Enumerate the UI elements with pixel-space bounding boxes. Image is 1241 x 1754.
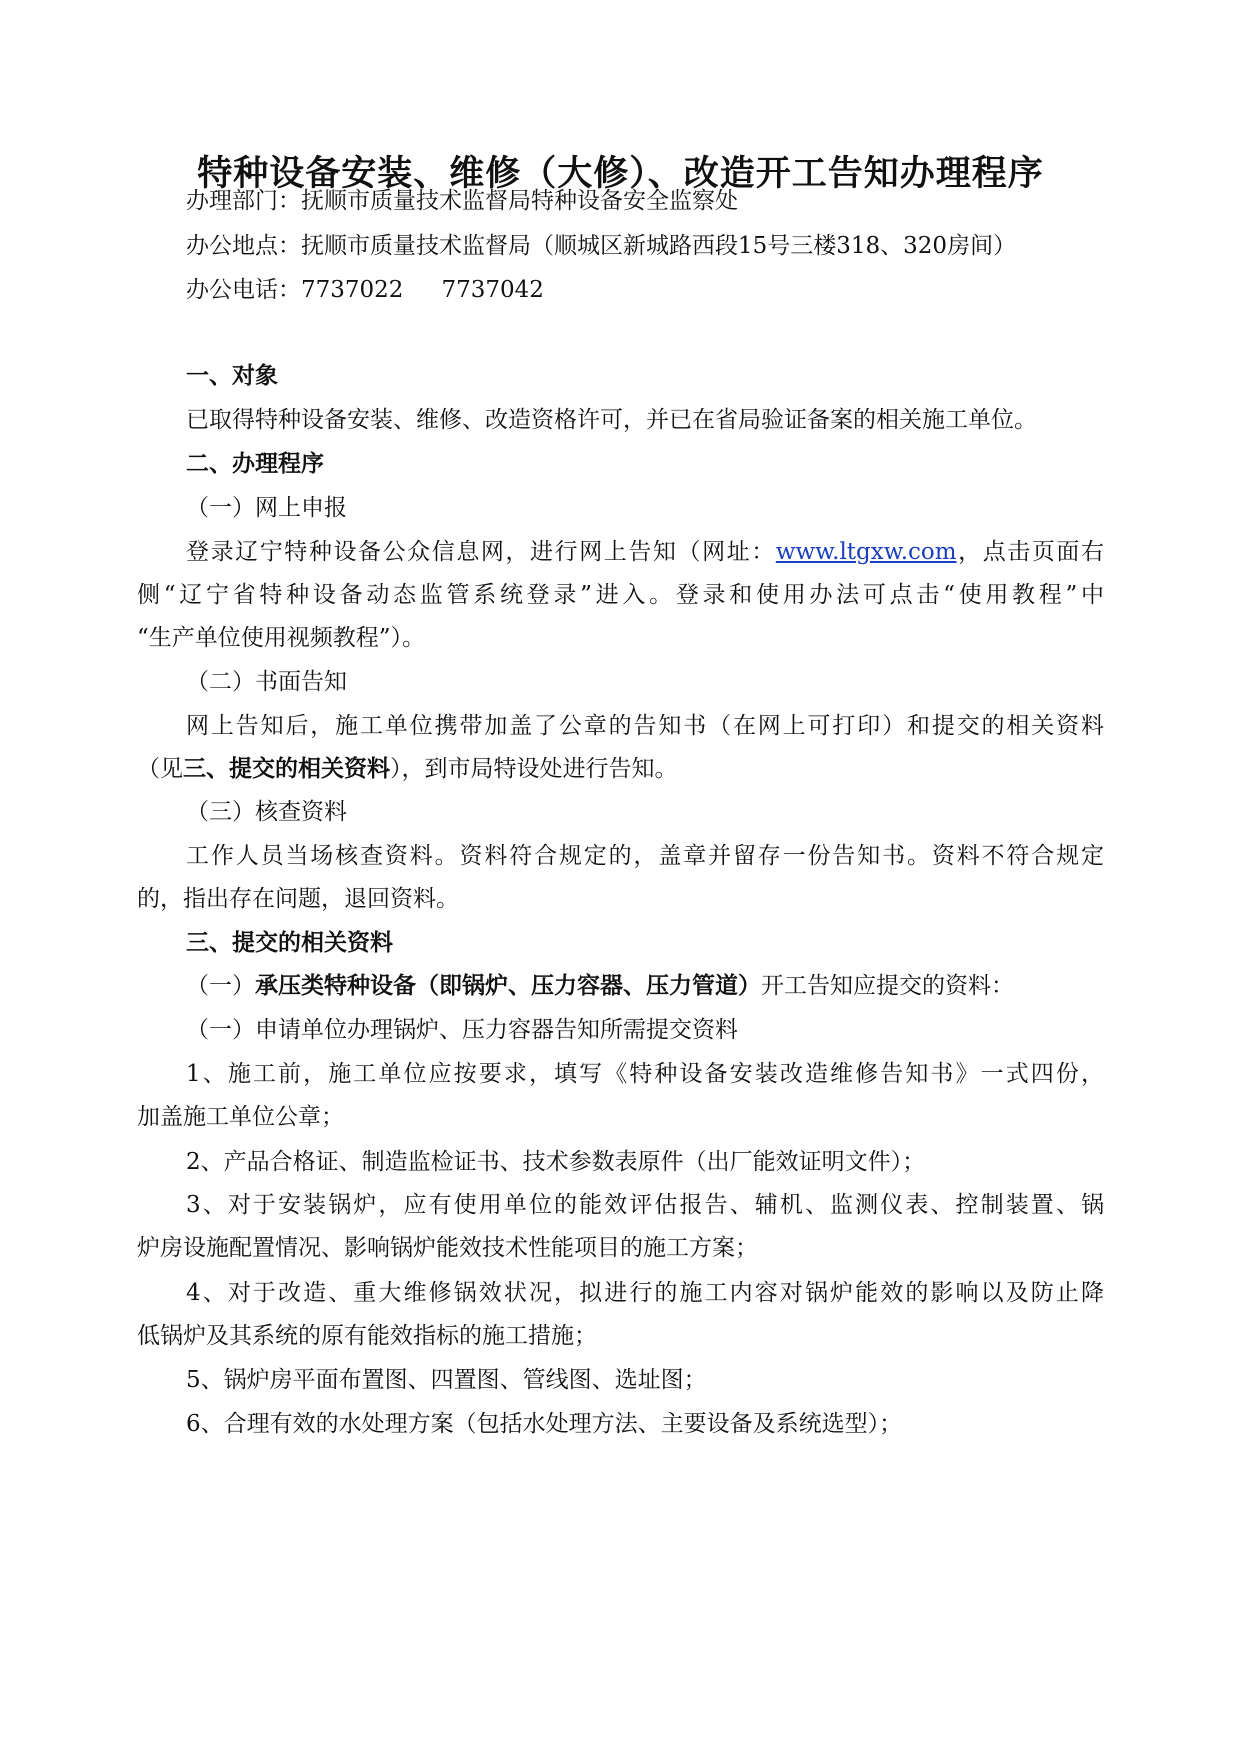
item-4-line-2: 低锅炉及其系统的原有能效指标的施工措施； [137,1323,597,1349]
subsection-pressure [186,971,1014,1001]
address-line: 办公地点：抚顺市质量技术监督局（顺城区新城路西段15号三楼318、320房间） [186,233,1017,259]
item-2: 2、产品合格证、制造监检证书、技术参数表原件（出厂能效证明文件）； [186,1149,926,1175]
item-3-line-2: 炉房设施配置情况、影响锅炉能效技术性能项目的施工方案； [137,1235,758,1261]
written-text-a: （见 [137,756,183,782]
online-para-line-1 [186,537,1104,567]
phone-line [186,275,544,305]
online-text-1: 登录辽宁特种设备公众信息网，进行网上告知（网址： [186,539,776,565]
website-link[interactable]: www.ltgxw.com [775,539,957,565]
online-para-line-2: 侧“辽宁省特种设备动态监管系统登录”进入。登录和使用办法可点击“使用教程”中 [137,582,1104,608]
item-6: 6、合理有效的水处理方案（包括水处理方法、主要设备及系统选型）； [186,1411,903,1437]
dept-line: 办理部门：抚顺市质量技术监督局特种设备安全监察处 [186,188,738,214]
item-3-line-1: 3、对于安装锅炉，应有使用单位的能效评估报告、辅机、监测仪表、控制装置、锅 [186,1192,1104,1218]
item-4-line-1: 4、对于改造、重大维修锅效状况，拟进行的施工内容对锅炉能效的影响以及防止降 [186,1280,1104,1306]
item-1-line-1: 1、施工前，施工单位应按要求，填写《特种设备安装改造维修告知书》一式四份， [186,1061,1104,1087]
section-3-heading: 三、提交的相关资料 [186,929,393,956]
pressure-bold: 承压类特种设备（即锅炉、压力容器、压力管道） [255,972,761,999]
document-title: 特种设备安装、维修（大修）、改造开工告知办理程序 [197,153,1044,194]
subsection-boiler: （一）申请单位办理锅炉、压力容器告知所需提交资料 [186,1017,738,1043]
review-para-line-2: 的，指出存在问题，退回资料。 [137,886,459,912]
subsection-written: （二）书面告知 [186,669,347,695]
section-1-heading: 一、对象 [186,362,278,389]
phone-label: 办公电话： [186,277,301,303]
written-text-c: ），到市局特设处进行告知。 [390,756,678,782]
phone-number-2: 7737042 [441,277,544,303]
written-para-line-2 [137,754,678,784]
subsection-online: （一）网上申报 [186,495,347,521]
item-5: 5、锅炉房平面布置图、四置图、管线图、选址图； [186,1367,707,1393]
online-text-2: ，点击页面右 [956,539,1105,565]
pressure-suffix: 开工告知应提交的资料： [761,973,1014,999]
section-2-heading: 二、办理程序 [186,450,324,477]
subsection-review: （三）核查资料 [186,799,347,825]
pressure-prefix: （一） [186,973,255,999]
written-para-line-1: 网上告知后，施工单位携带加盖了公章的告知书（在网上可打印）和提交的相关资料 [186,713,1104,739]
review-para-line-1: 工作人员当场核查资料。资料符合规定的，盖章并留存一份告知书。资料不符合规定 [186,843,1104,869]
item-1-line-2: 加盖施工单位公章； [137,1104,344,1130]
phone-number-1: 7737022 [301,277,404,303]
written-text-bold: 三、提交的相关资料 [183,755,390,782]
online-para-line-3: “生产单位使用视频教程”）。 [137,625,426,651]
section-1-text: 已取得特种设备安装、维修、改造资格许可，并已在省局验证备案的相关施工单位。 [186,407,1037,433]
